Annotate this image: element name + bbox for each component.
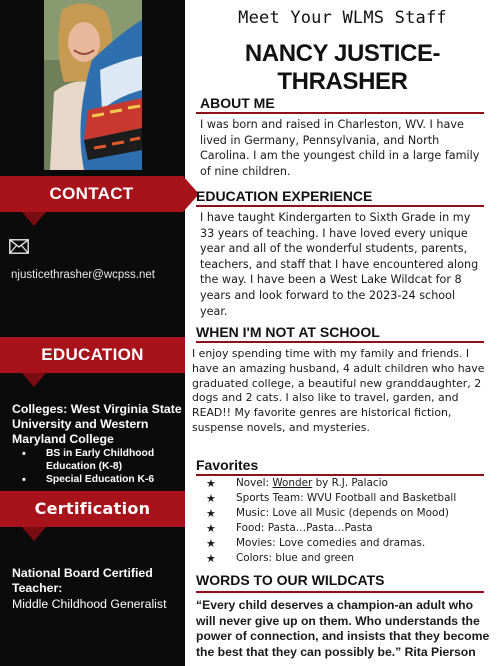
banner-tail [22, 527, 46, 541]
profile-photo [44, 0, 142, 170]
certification-heading: National Board Certified Teacher: [12, 566, 153, 595]
favorite-text: Movies: Love comedies and dramas. [236, 537, 426, 549]
quote-text: “Every child deserves a champion-an adult who will never give up on them. Who understands the power of connection, and insists that they become the best that they can possibly be.” Rita Pierson [196, 598, 490, 659]
section-divider [196, 341, 484, 343]
favorites-list [204, 476, 494, 566]
contact-title: CONTACT [49, 184, 134, 203]
favorite-novel-label: Novel: [236, 477, 270, 489]
colleges-text: Colleges: West Virginia State University and Western Maryland College [12, 402, 182, 446]
certification-banner [0, 491, 185, 527]
about-heading: ABOUT ME [200, 95, 275, 111]
degree-item: • BS in Early Childhood Education (K-8) [14, 448, 184, 473]
star-icon: ★ [206, 477, 216, 490]
certification-title: Certification [34, 499, 151, 518]
star-icon: ★ [206, 507, 216, 520]
page-title: NANCY JUSTICE-THRASHER [244, 40, 441, 95]
education-banner [0, 337, 185, 373]
favorite-text: Music: Love all Music (depends on Mood) [236, 507, 449, 519]
education-experience-heading: EDUCATION EXPERIENCE [196, 188, 373, 204]
favorite-text: Sports Team: WVU Football and Basketball [236, 492, 457, 504]
favorites-heading: Favorites [196, 457, 259, 473]
section-divider [196, 205, 484, 207]
star-icon: ★ [206, 537, 216, 550]
star-icon: ★ [206, 552, 216, 565]
mail-icon [9, 239, 29, 254]
favorite-item [204, 476, 494, 491]
not-at-school-text: I enjoy spending time with my family and friends. I have an amazing husband, 4 adult children who have graduated college, a beautiful new granddaughter, 2 dogs and 2 cats. I also like to travel, garden, and READ!! My favorite genres are historical fiction, suspense novels, and mysteries. [192, 347, 485, 434]
favorite-text: Colors: blue and green [236, 552, 354, 564]
section-divider [196, 112, 484, 114]
favorite-novel-title: Wonder [272, 477, 313, 489]
section-divider [196, 591, 484, 593]
degrees-list [14, 448, 184, 488]
favorite-text: Food: Pasta…Pasta…Pasta [236, 522, 373, 534]
banner-tail [22, 373, 46, 387]
education-title: EDUCATION [41, 345, 144, 364]
favorite-item [204, 491, 494, 506]
education-experience-text: I have taught Kindergarten to Sixth Grade in my 33 years of teaching. I have loved every unique year and all of the wonderful students, parents, teachers, and staff that I have encountered along the way. I have been a West Lake Wildcat for 8 years and look forward to the 2023-24 school year. [200, 211, 479, 318]
degree-item: • Special Education K-6 [14, 474, 184, 487]
favorite-item [204, 521, 494, 536]
contact-banner [0, 176, 183, 212]
email-link[interactable]: njusticethrasher@wcpss.net [11, 269, 155, 281]
sidebar [0, 0, 185, 666]
page-subtitle: Meet Your WLMS Staff [238, 8, 447, 28]
favorite-item [204, 506, 494, 521]
favorite-novel-author: by R.J. Palacio [315, 477, 388, 489]
star-icon: ★ [206, 522, 216, 535]
about-text: I was born and raised in Charleston, WV. I have lived in Germany, Pennsylvania, and North Carolina. I am the youngest child in a large family of nine children. [200, 118, 480, 178]
favorite-item [204, 536, 494, 551]
not-at-school-heading: WHEN I'M NOT AT SCHOOL [196, 324, 380, 340]
words-heading: WORDS TO OUR WILDCATS [196, 572, 385, 588]
star-icon: ★ [206, 492, 216, 505]
banner-tail [22, 212, 46, 226]
favorite-item [204, 551, 494, 566]
certification-area: Middle Childhood Generalist [12, 597, 167, 611]
